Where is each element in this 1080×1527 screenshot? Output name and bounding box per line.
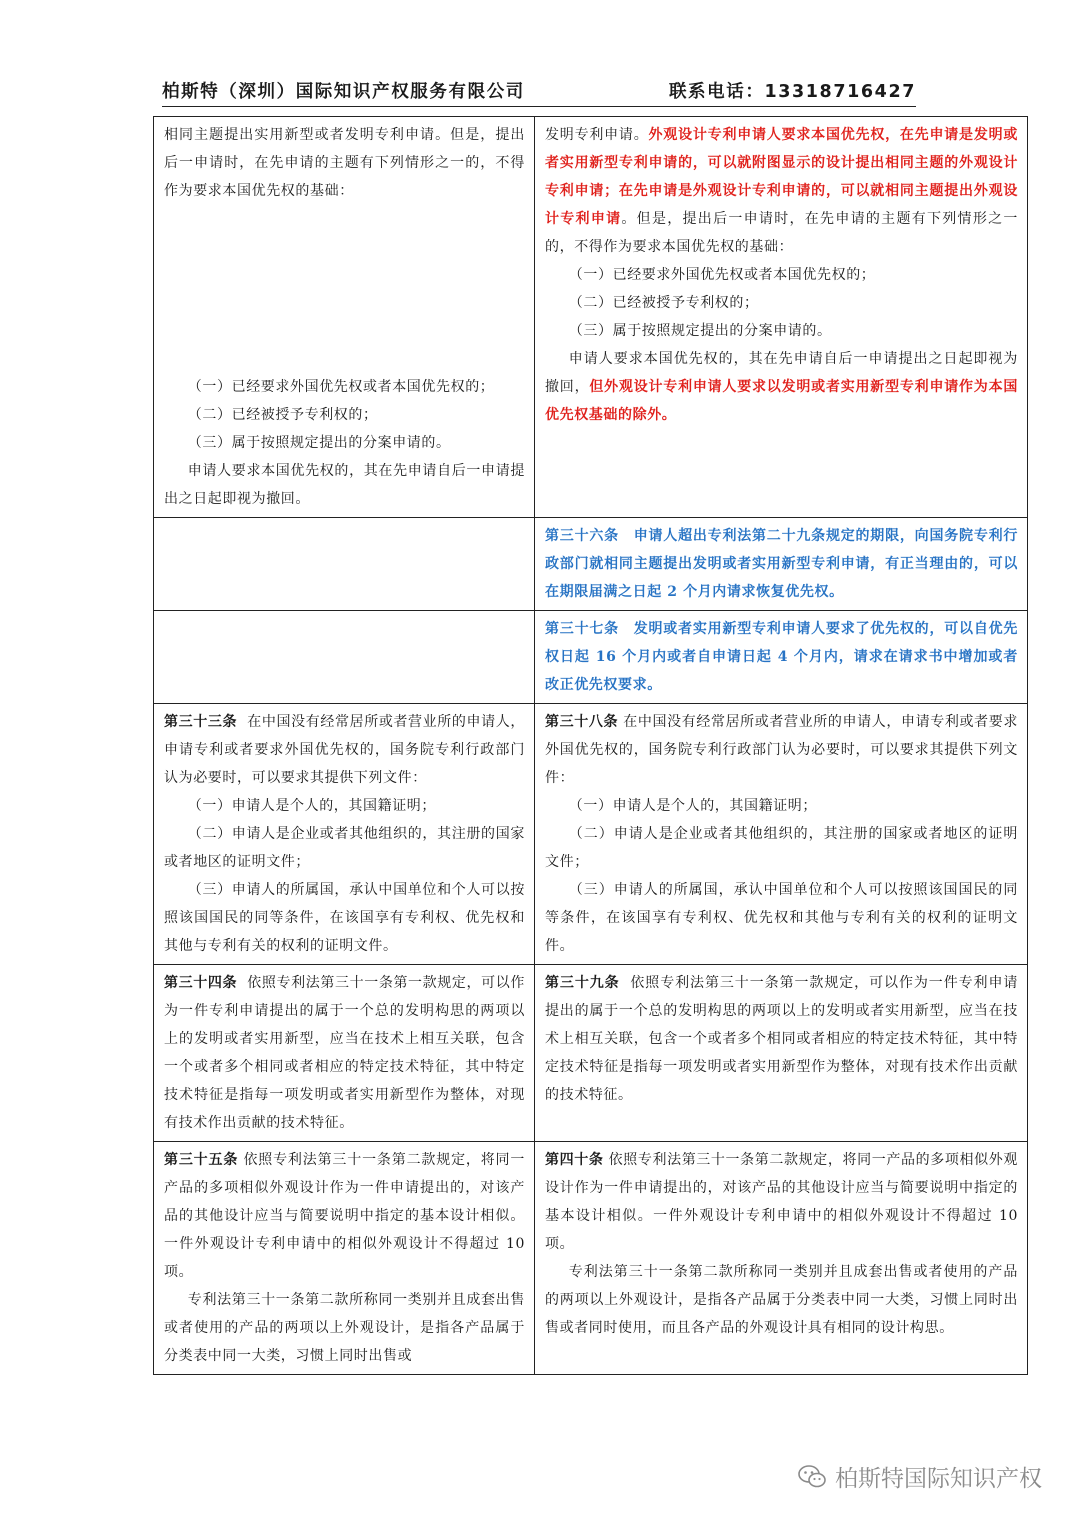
table-row xyxy=(154,518,1028,611)
blank-space xyxy=(164,205,525,373)
right-cell xyxy=(535,518,1028,611)
left-cell xyxy=(154,1142,535,1375)
paragraph xyxy=(164,1146,525,1286)
table-row xyxy=(154,611,1028,704)
list-item: （二）申请人是企业或者其他组织的，其注册的国家或者地区的证明文件； xyxy=(164,826,525,870)
article-title: 第三十四条 xyxy=(164,975,238,991)
company-name: 柏斯特（深圳）国际知识产权服务有限公司 xyxy=(162,82,525,102)
amended-text-red: 外观设计专利申请人要求本国优先权，在先申请是发明或者实用新型专利申请的，可以就附图显示的设计提出相同主题的外观设计专利申请；在先申请是外观设计专利申请的，可以就相同主题提出外观设计专利申请 xyxy=(545,127,1019,227)
list-item: （三）属于按照规定提出的分案申请的。 xyxy=(187,435,451,451)
right-cell xyxy=(535,965,1028,1142)
wechat-icon xyxy=(797,1464,827,1490)
paragraph: 专利法第三十一条第二款所称同一类别并且成套出售或者使用的产品的两项以上外观设计，是指各产品属于分类表中同一大类，习惯上同时出售或者同时使用，而且各产品的外观设计具有相同的设计构思。 xyxy=(545,1264,1018,1336)
left-cell xyxy=(154,965,535,1142)
contact-phone: 联系电话：13318716427 xyxy=(668,82,916,102)
amended-text-red: 但外观设计专利申请人要求以发明或者实用新型专利申请作为本国优先权基础的除外。 xyxy=(545,379,1018,423)
paragraph xyxy=(164,969,525,1137)
article-title: 第三十九条 xyxy=(545,975,620,991)
paragraph xyxy=(545,1146,1018,1258)
text-span: 依照专利法第三十一条第二款规定，将同一产品的多项相似外观设计作为一件申请提出的，对该产品的其他设计应当与简要说明中指定的基本设计相似。一件外观设计专利申请中的相似外观设计不得超过 10 项。 xyxy=(545,1152,1018,1252)
list-item: （三）申请人的所属国，承认中国单位和个人可以按照该国国民的同等条件，在该国享有专利权、优先权和其他与专利有关的权利的证明文件。 xyxy=(545,882,1018,954)
text-span: 依照专利法第三十一条第二款规定，将同一产品的多项相似外观设计作为一件申请提出的，对该产品的其他设计应当与简要说明中指定的基本设计相似。一件外观设计专利申请中的相似外观设计不得超过 10 项。 xyxy=(164,1152,525,1280)
paragraph: 专利法第三十一条第二款所称同一类别并且成套出售或者使用的产品的两项以上外观设计，是指各产品属于分类表中同一大类，习惯上同时出售或 xyxy=(164,1292,525,1364)
new-article-blue: 第三十六条 申请人超出专利法第二十九条规定的期限，向国务院专利行政部门就相同主题提出发明或者实用新型专利申请，有正当理由的，可以在期限届满之日起 2 个月内请求恢复优先权。 xyxy=(545,528,1018,600)
article-title: 第三十五条 xyxy=(164,1152,239,1168)
paragraph xyxy=(545,121,1018,261)
text-span: 依照专利法第三十一条第一款规定，可以作为一件专利申请提出的属于一个总的发明构思的两项以上的发明或者实用新型，应当在技术上相互关联，包含一个或者多个相同或者相应的特定技术特征，其中特定技术特征是指每一项发明或者实用新型作为整体，对现有技术作出贡献的技术特征。 xyxy=(545,975,1018,1103)
text-span: 在中国没有经常居所或者营业所的申请人，申请专利或者要求外国优先权的，国务院专利行政部门认为必要时，可以要求其提供下列文件： xyxy=(164,714,525,786)
list-item: （一）申请人是个人的，其国籍证明； xyxy=(568,798,817,814)
new-article-blue: 第三十七条 发明或者实用新型专利申请人要求了优先权的，可以自优先权日起 16 个月内或者自申请日起 4 个月内，请求在请求书中增加或者改正优先权要求。 xyxy=(545,621,1018,693)
list-item: （二）已经被授予专利权的； xyxy=(568,295,759,311)
left-cell xyxy=(154,704,535,965)
paragraph xyxy=(545,345,1018,429)
left-cell xyxy=(154,117,535,518)
list-item: （三）属于按照规定提出的分案申请的。 xyxy=(568,323,832,339)
article-title: 第三十八条 xyxy=(545,714,619,730)
right-cell xyxy=(535,611,1028,704)
text-span: 申请人要求本国优先权的，其在先申请自后一申请提出之日起即视为撤回， xyxy=(545,351,1018,395)
list-item: （二）申请人是企业或者其他组织的，其注册的国家或者地区的证明文件； xyxy=(545,826,1018,870)
watermark-text: 柏斯特国际知识产权 xyxy=(835,1466,1042,1492)
watermark xyxy=(797,1460,1042,1493)
text-span: 。但是，提出后一申请时，在先申请的主题有下列情形之一的，不得作为要求本国优先权的基础： xyxy=(545,211,1018,255)
text-span: 在中国没有经常居所或者营业所的申请人，申请专利或者要求外国优先权的，国务院专利行政部门认为必要时，可以要求其提供下列文件： xyxy=(545,714,1018,786)
text-span: 发明专利申请。 xyxy=(545,127,649,143)
list-item: （一）已经要求外国优先权或者本国优先权的； xyxy=(187,379,495,395)
table-row xyxy=(154,704,1028,965)
text-span: 依照专利法第三十一条第一款规定，可以作为一件专利申请提出的属于一个总的发明构思的两项以上的发明或者实用新型，应当在技术上相互关联，包含一个或者多个相同或者相应的特定技术特征，其中特定技术特征是指每一项发明或者实用新型作为整体，对现有技术作出贡献的技术特征。 xyxy=(164,975,525,1131)
article-title: 第三十三条 xyxy=(164,714,238,730)
table-row xyxy=(154,117,1028,518)
right-cell xyxy=(535,1142,1028,1375)
right-cell xyxy=(535,117,1028,518)
paragraph: 相同主题提出实用新型或者发明专利申请。但是，提出后一申请时，在先申请的主题有下列情形之一的，不得作为要求本国优先权的基础： xyxy=(164,127,525,199)
left-cell xyxy=(154,611,535,704)
paragraph xyxy=(164,708,525,792)
list-item: （二）已经被授予专利权的； xyxy=(187,407,378,423)
paragraph xyxy=(545,708,1018,792)
page-header xyxy=(162,78,916,107)
paragraph xyxy=(545,969,1018,1109)
right-cell xyxy=(535,704,1028,965)
list-item: （一）已经要求外国优先权或者本国优先权的； xyxy=(568,267,876,283)
table-row xyxy=(154,1142,1028,1375)
comparison-table xyxy=(153,116,1028,1375)
list-item: （一）申请人是个人的，其国籍证明； xyxy=(187,798,436,814)
paragraph: 申请人要求本国优先权的，其在先申请自后一申请提出之日起即视为撤回。 xyxy=(164,463,525,507)
list-item: （三）申请人的所属国，承认中国单位和个人可以按照该国国民的同等条件，在该国享有专利权、优先权和其他与专利有关的权利的证明文件。 xyxy=(164,882,525,954)
article-title: 第四十条 xyxy=(545,1152,604,1168)
left-cell xyxy=(154,518,535,611)
table-row xyxy=(154,965,1028,1142)
